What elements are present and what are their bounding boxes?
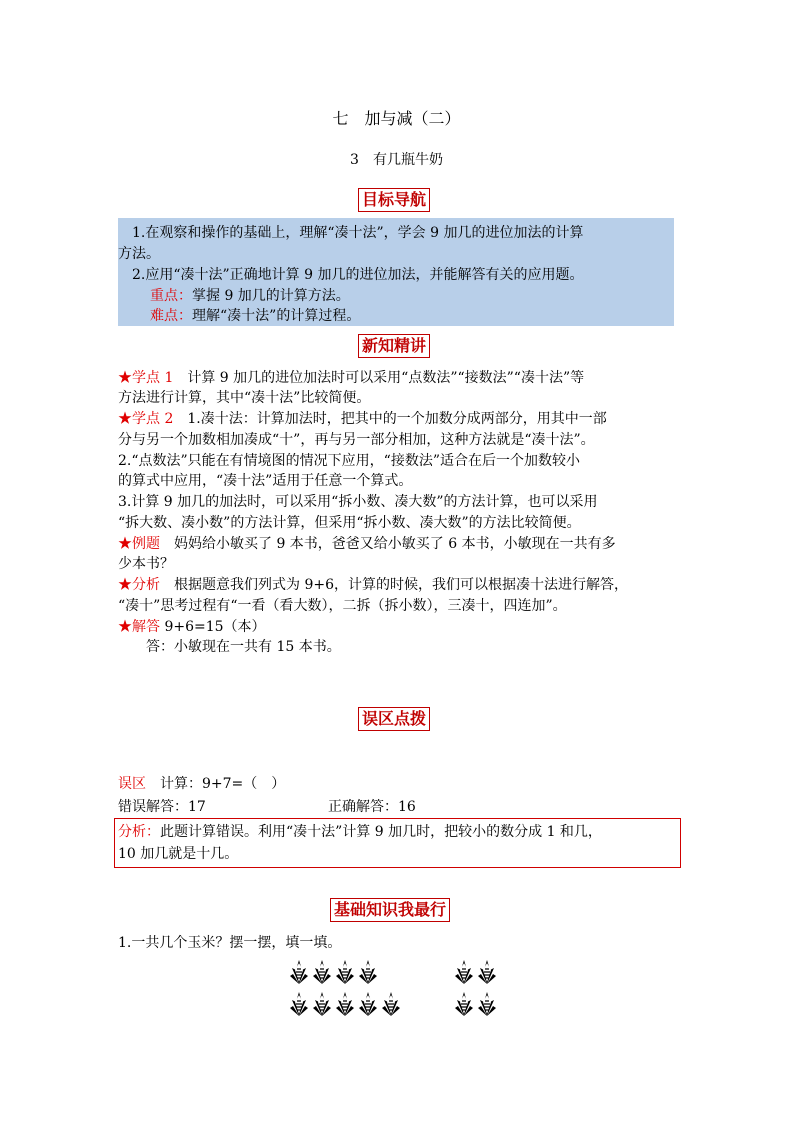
corn-icon — [335, 990, 355, 1018]
corn-icon — [358, 990, 378, 1018]
point2-line3: 2.“点数法”只能在有情境图的情况下应用，“接数法”适合在后一个加数较小 — [118, 453, 580, 469]
corn-icon — [477, 958, 497, 986]
knowledge-heading: 新知精讲 — [358, 334, 430, 358]
mistake-label: 误区 — [118, 776, 146, 792]
solution-line1 — [118, 616, 678, 638]
example-line1 — [118, 533, 678, 555]
corn-icon — [335, 958, 355, 986]
corn-icon — [312, 958, 332, 986]
corn-icon — [381, 990, 401, 1018]
solution-label: ★解答 — [118, 619, 160, 635]
corn-icon — [289, 990, 309, 1018]
example-text: 妈妈给小敏买了 9 本书，爸爸又给小敏买了 6 本书，小敏现在一共有多 — [160, 536, 616, 552]
mistake-analysis-line1 — [118, 821, 678, 843]
solution-text: 9+6=15（本） — [164, 619, 266, 635]
mistake-analysis-text: 此题计算错误。利用“凑十法”计算 9 加几时，把较小的数分成 1 和几， — [160, 824, 602, 840]
point1-label: ★学点 1 — [118, 370, 174, 386]
analysis-line1 — [118, 574, 678, 596]
analysis-line2: “凑十”思考过程有“一看（看大数），二拆（拆小数），三凑十，四连加”。 — [118, 598, 567, 614]
key-point — [150, 285, 710, 307]
corn-icon — [454, 990, 474, 1018]
corn-icon — [358, 958, 378, 986]
hard-label: 难点： — [150, 308, 192, 324]
analysis-text: 根据题意我们列式为 9+6，计算的时候，我们可以根据凑十法进行解答， — [160, 577, 628, 593]
key-label: 重点： — [150, 288, 192, 304]
corn-icon — [289, 958, 309, 986]
point1-line2: 方法进行计算，其中“凑十法”比较简便。 — [118, 390, 371, 406]
point2-line2: 分与另一个加数相加凑成“十”，再与另一部分相加，这种方法就是“凑十法”。 — [118, 432, 595, 448]
goal-line-3: 2.应用“凑十法”正确地计算 9 加几的进位加法，并能解答有关的应用题。 — [118, 267, 584, 283]
solution-line2: 答：小敏现在一共有 15 本书。 — [146, 639, 341, 655]
goal-line-1: 1.在观察和操作的基础上，理解“凑十法”，学会 9 加几的进位加法的计算 — [118, 225, 584, 241]
example-label: ★例题 — [118, 536, 160, 552]
key-text: 掌握 9 加几的计算方法。 — [192, 288, 350, 304]
mistakes-heading: 误区点拨 — [358, 707, 430, 731]
point2-line1 — [118, 408, 678, 430]
lesson-title: 3 有几瓶牛奶 — [350, 152, 443, 168]
corn-icon — [454, 958, 474, 986]
goals-heading: 目标导航 — [358, 188, 430, 212]
hard-text: 理解“凑十法”的计算过程。 — [192, 308, 361, 324]
point2-label: ★学点 2 — [118, 411, 174, 427]
corn-icon — [477, 990, 497, 1018]
mistake-question — [118, 773, 678, 795]
point2-text: 1.凑十法：计算加法时，把其中的一个加数分成两部分，用其中一部 — [173, 411, 607, 427]
point2-line5: 3.计算 9 加几的加法时，可以采用“拆小数、凑大数”的方法计算，也可以采用 — [118, 494, 598, 510]
mistake-question-text: 计算：9+7=（ ） — [146, 776, 286, 792]
analysis-label: ★分析 — [118, 577, 160, 593]
chapter-title: 七 加与减（二） — [332, 109, 461, 128]
question-1: 1.一共几个玉米？摆一摆，填一填。 — [118, 935, 342, 951]
example-line2: 少本书？ — [118, 556, 174, 572]
point1-line1 — [118, 367, 678, 389]
goal-line-2: 方法。 — [118, 246, 160, 262]
wrong-answer: 错误解答：17 — [118, 799, 206, 815]
right-answer: 正确解答：16 — [328, 799, 416, 815]
mistake-analysis-label: 分析： — [118, 824, 160, 840]
point1-text: 计算 9 加几的进位加法时可以采用“点数法”“接数法”“凑十法”等 — [173, 370, 585, 386]
difficult-point — [150, 305, 710, 327]
basics-heading: 基础知识我最行 — [330, 898, 450, 922]
corn-icon — [312, 990, 332, 1018]
point2-line6: “拆大数、凑小数”的方法计算，但采用“拆小数、凑大数”的方法比较简便。 — [118, 515, 581, 531]
point2-line4: 的算式中应用，“凑十法”适用于任意一个算式。 — [118, 473, 413, 489]
mistake-analysis-line2: 10 加几就是十几。 — [118, 846, 239, 862]
